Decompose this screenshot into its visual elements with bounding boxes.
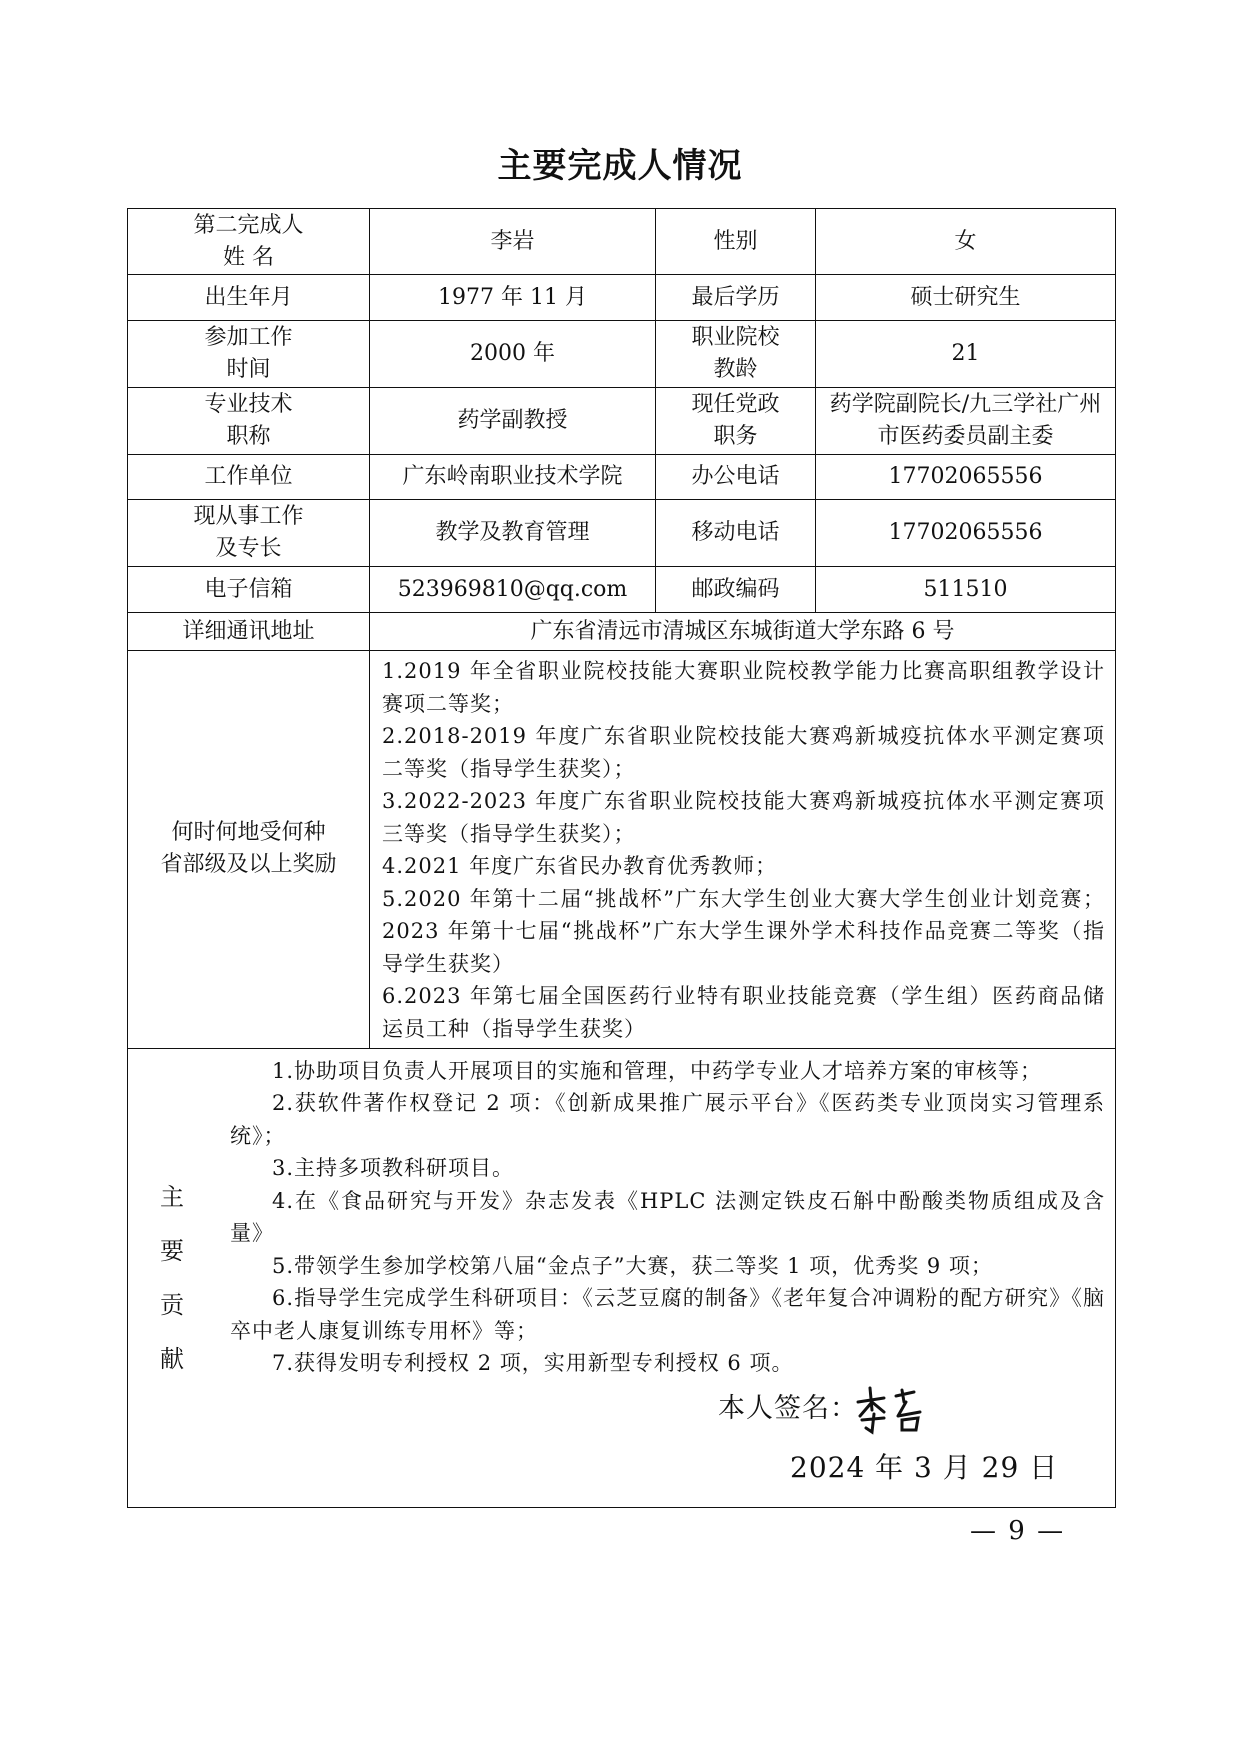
contribution-item: 4.在《食品研究与开发》杂志发表《HPLC 法测定铁皮石斛中酚酸类物质组成及含量》 <box>230 1188 1105 1246</box>
birth-label: 出生年月 <box>128 275 370 321</box>
work-start-label-line1: 参加工作 <box>204 325 293 351</box>
mobile-value: 17702065556 <box>816 500 1116 567</box>
position-label <box>656 388 816 455</box>
work-start-label <box>128 321 370 388</box>
awards-list <box>370 651 1116 1049</box>
contributions-label-char: 献 <box>160 1344 184 1373</box>
award-item: 2.2018-2019 年度广东省职业院校技能大赛鸡新城疫抗体水平测定赛项二等奖（指导学生获奖）； <box>382 724 1105 781</box>
signature-line <box>230 1388 1105 1440</box>
position-label-line2: 职务 <box>713 424 758 449</box>
signature-date: 2024 年 3 月 29 日 <box>790 1451 1059 1485</box>
work-start-value: 2000 年 <box>370 321 656 388</box>
name-label <box>128 209 370 275</box>
teaching-years-label <box>656 321 816 388</box>
contribution-item: 6.指导学生完成学生科研项目：《云芝豆腐的制备》《老年复合冲调粉的配方研究》《脑卒中老人康复训练专用杯》等； <box>230 1286 1105 1343</box>
name-label-line2: 姓 名 <box>223 244 274 270</box>
email-label: 电子信箱 <box>128 567 370 613</box>
handwritten-signature <box>850 1380 940 1436</box>
address-value: 广东省清远市清城区东城街道大学东路 6 号 <box>370 613 1116 651</box>
specialty-label-line2: 及专长 <box>215 536 282 561</box>
birth-value: 1977 年 11 月 <box>370 275 656 321</box>
specialty-label <box>128 500 370 567</box>
gender-value: 女 <box>816 209 1116 275</box>
education-value: 硕士研究生 <box>816 275 1116 321</box>
postcode-label: 邮政编码 <box>656 567 816 613</box>
name-value: 李岩 <box>370 209 656 275</box>
info-table <box>127 208 1116 1508</box>
position-value-line2: 市医药委员副主委 <box>877 424 1054 449</box>
employer-label: 工作单位 <box>128 455 370 500</box>
address-label: 详细通讯地址 <box>128 613 370 651</box>
contribution-item: 2.获软件著作权登记 2 项：《创新成果推广展示平台》《医药类专业顶岗实习管理系统》； <box>230 1091 1105 1148</box>
title-value: 药学副教授 <box>370 388 656 455</box>
contributions-label-char: 主 <box>160 1182 184 1211</box>
award-item: 6.2023 年第七届全国医药行业特有职业技能竞赛（学生组）医药商品储运员工种（指导学生获奖） <box>382 984 1105 1042</box>
contributions-label <box>128 1049 216 1508</box>
employer-value: 广东岭南职业技术学院 <box>370 455 656 500</box>
page-number: — 9 — <box>970 1516 1066 1547</box>
teaching-years-label-line1: 职业院校 <box>691 325 780 351</box>
gender-label: 性别 <box>656 209 816 275</box>
contributions-table <box>128 1049 1115 1508</box>
contributions-label-char: 贡 <box>160 1290 184 1319</box>
position-value <box>816 388 1116 455</box>
contribution-item: 1.协助项目负责人开展项目的实施和管理，中药学专业人才培养方案的审核等； <box>272 1058 1043 1083</box>
postcode-value: 511510 <box>816 567 1116 613</box>
signature-label: 本人签名： <box>718 1393 858 1425</box>
awards-label-line1: 何时何地受何种 <box>171 820 326 846</box>
award-item: 1.2019 年全省职业院校技能大赛职业院校教学能力比赛高职组教学设计赛项二等奖； <box>382 659 1105 716</box>
page-title: 主要完成人情况 <box>497 146 743 186</box>
awards-label-line2: 省部级及以上奖励 <box>160 852 337 878</box>
contribution-item: 5.带领学生参加学校第八届“金点子”大赛，获二等奖 1 项，优秀奖 9 项； <box>272 1253 993 1278</box>
office-phone-value: 17702065556 <box>816 455 1116 500</box>
specialty-label-line1: 现从事工作 <box>193 504 304 530</box>
education-label: 最后学历 <box>656 275 816 321</box>
title-label <box>128 388 370 455</box>
position-label-line1: 现任党政 <box>691 392 780 418</box>
contributions-label-char: 要 <box>160 1236 184 1265</box>
contribution-item: 7.获得发明专利授权 2 项，实用新型专利授权 6 项。 <box>272 1351 794 1376</box>
email-value: 523969810@qq.com <box>370 567 656 613</box>
name-label-line1: 第二完成人 <box>193 212 304 238</box>
contributions-list <box>216 1049 1115 1508</box>
teaching-years-value: 21 <box>816 321 1116 388</box>
specialty-value: 教学及教育管理 <box>370 500 656 567</box>
contribution-item: 3.主持多项教科研项目。 <box>272 1156 515 1181</box>
title-label-line1: 专业技术 <box>204 392 293 418</box>
position-value-line1: 药学院副院长/九三学社广州 <box>829 392 1102 418</box>
office-phone-label: 办公电话 <box>656 455 816 500</box>
award-item: 4.2021 年度广东省民办教育优秀教师； <box>382 854 778 879</box>
mobile-label: 移动电话 <box>656 500 816 567</box>
awards-label <box>128 651 370 1049</box>
award-item: 5.2020 年第十二届“挑战杯”广东大学生创业大赛大学生创业计划竞赛；2023 年第十七届“挑战杯”广东大学生课外学术科技作品竞赛二等奖（指导学生获奖） <box>382 886 1105 976</box>
contributions-section <box>128 1048 1116 1508</box>
title-label-line2: 职称 <box>226 424 271 449</box>
work-start-label-line2: 时间 <box>226 357 271 382</box>
teaching-years-label-line2: 教龄 <box>713 357 758 382</box>
award-item: 3.2022-2023 年度广东省职业院校技能大赛鸡新城疫抗体水平测定赛项三等奖（指导学生获奖）； <box>382 789 1105 846</box>
